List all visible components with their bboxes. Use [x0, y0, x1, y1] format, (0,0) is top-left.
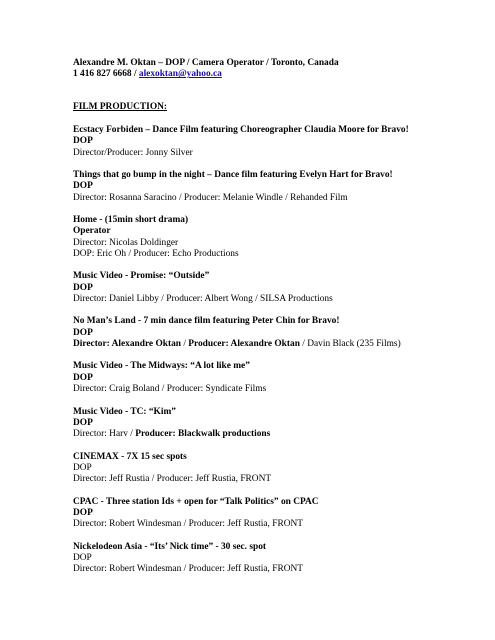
contact-line [73, 69, 339, 80]
name-title-line: Alexandre M. Oktan – DOP / Camera Operator / Toronto, Canada [73, 58, 339, 68]
entry-role: DOP [73, 417, 93, 428]
entry-credits: Director: Daniel Libby / Producer: Albert Wong / SILSA Productions [73, 294, 333, 305]
credit-separator: / [180, 339, 189, 350]
credit-director: Director: Alexandre Oktan [73, 339, 181, 350]
entry-credits: DOP: Eric Oh / Producer: Echo Productions [73, 249, 239, 260]
credit-entry [73, 316, 483, 350]
entry-title: CINEMAX - 7X 15 sec spots [73, 451, 187, 462]
entry-title: Things that go bump in the night – Dance film featuring Evelyn Hart for Bravo! [73, 170, 393, 181]
entry-credits: Director: Robert Windesman / Producer: Jeff Rustia, FRONT [73, 564, 303, 575]
credit-entry [73, 542, 483, 576]
entry-title: CPAC - Three station Ids + open for “Talk Politics” on CPAC [73, 496, 319, 507]
entry-role: DOP [73, 462, 92, 473]
credit-entry [73, 125, 483, 159]
credit-producer: Producer: Blackwalk productions [135, 429, 271, 440]
entry-title: Music Video - The Midways: “A lot like me” [73, 361, 250, 372]
credit-entry [73, 215, 483, 261]
entry-credits: Director: Robert Windesman / Producer: Jeff Rustia, FRONT [73, 519, 303, 530]
entry-credits: Director/Producer: Jonny Silver [73, 147, 193, 158]
section-title-film-production: FILM PRODUCTION: [73, 102, 168, 112]
credit-entry [73, 361, 483, 395]
entry-role: DOP [73, 327, 93, 338]
credit-rest: / Davin Black (235 Films) [299, 339, 401, 350]
entry-role: DOP [73, 282, 93, 293]
credit-director: Director: Harv / [73, 429, 136, 440]
entry-credits: Director: Nicolas Doldinger [73, 237, 179, 248]
entry-title: Home - (15min short drama) [73, 215, 189, 226]
entry-role: DOP [73, 552, 92, 563]
email-link[interactable]: alexoktan@yahoo.ca [138, 69, 222, 80]
entry-role: DOP [73, 507, 93, 518]
contact-header [73, 58, 339, 81]
credit-entry [73, 497, 483, 531]
credit-entry [73, 271, 483, 305]
entry-title: Music Video - TC: “Kim” [73, 406, 176, 417]
credit-producer: Producer: Alexandre Oktan [188, 339, 300, 350]
entry-title: Nickelodeon Asia - “Its’ Nick time” - 30 sec. spot [73, 541, 267, 552]
entry-role: DOP [73, 372, 93, 383]
entry-role: DOP [73, 181, 93, 192]
credit-entry [73, 452, 483, 486]
entry-role: Operator [73, 226, 111, 237]
entry-title: No Man’s Land - 7 min dance film featuring Peter Chin for Bravo! [73, 316, 340, 327]
entry-role: DOP [73, 136, 93, 147]
entry-credits: Director: Craig Boland / Producer: Syndicate Films [73, 384, 267, 395]
entry-title: Music Video - Promise: “Outside” [73, 271, 210, 282]
entry-credits [73, 339, 483, 350]
credit-entry [73, 170, 483, 204]
entry-credits [73, 429, 483, 440]
film-production-list [73, 125, 483, 587]
entry-credits: Director: Rosanna Saracino / Producer: Melanie Windle / Rehanded Film [73, 192, 348, 203]
phone-number: 1 416 827 6668 / [73, 69, 139, 80]
entry-title: Ecstacy Forbiden – Dance Film featuring Choreographer Claudia Moore for Bravo! [73, 125, 409, 135]
credit-entry [73, 407, 483, 441]
entry-credits: Director: Jeff Rustia / Producer: Jeff Rustia, FRONT [73, 474, 272, 485]
